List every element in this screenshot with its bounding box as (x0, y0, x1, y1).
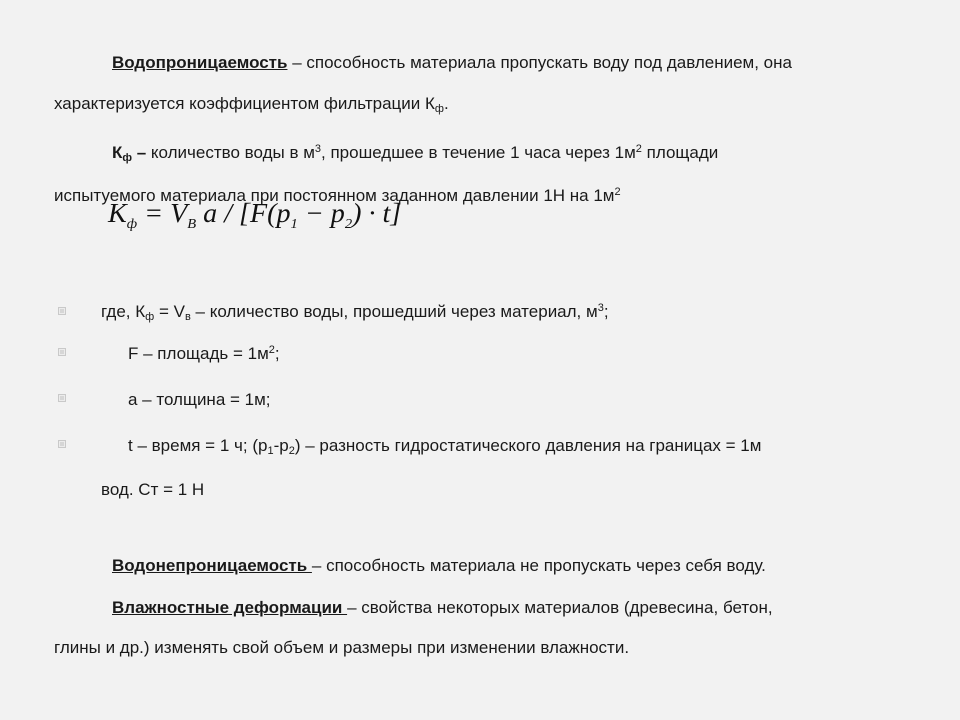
definition-text: испытуемого материала при постоянном заданном давлении 1Н на 1м (54, 186, 615, 205)
formula-equals: = (137, 198, 171, 228)
definition-text: количество воды в м (150, 143, 315, 162)
filtration-formula (108, 198, 402, 232)
bullet-icon (58, 394, 66, 402)
paragraph-moisture-deformation-line1 (112, 598, 773, 618)
definition-text: площади (641, 143, 719, 162)
definition-text: глины и др.) изменять свой объем и размеры при изменении влажности. (54, 638, 630, 657)
superscript: 3 (597, 302, 604, 314)
paragraph-water-permeability-line1 (112, 53, 792, 73)
list-text: где, К (101, 302, 146, 321)
dash: – (132, 143, 151, 162)
formula-k: K (108, 198, 127, 228)
list-text: вод. Ст = 1 Н (101, 480, 205, 499)
superscript: 2 (268, 344, 275, 356)
term-waterproofness: Водонепроницаемость (112, 556, 312, 575)
list-item-where (101, 302, 609, 322)
formula-v: V (170, 198, 188, 228)
paragraph-kf-line1 (112, 143, 718, 163)
subscript: ф (434, 103, 444, 115)
definition-text: – способность материала пропускать воду под давлением, она (287, 53, 792, 72)
list-text: a – толщина = 1м; (128, 390, 271, 409)
punctuation: ; (603, 302, 609, 321)
definition-text: – свойства некоторых материалов (древесина, бетон, (347, 598, 773, 617)
definition-text: характеризуется коэффициентом фильтрации К (54, 94, 435, 113)
formula-part: a / [F(p (196, 198, 291, 228)
list-text: = V (154, 302, 185, 321)
formula-p1-sub: 1 (290, 217, 298, 232)
superscript: 2 (614, 186, 621, 198)
definition-text: – способность материала не пропускать через себя воду. (311, 556, 766, 575)
definition-text: , прошедшее в течение 1 часа через 1м (321, 143, 636, 162)
superscript: 2 (635, 143, 642, 155)
list-text: ) – разность гидростатического давления на границах = 1м (294, 436, 762, 455)
bullet-icon (58, 348, 66, 356)
subscript: в (184, 311, 191, 323)
subscript: 2 (288, 445, 295, 457)
list-text: F – площадь = 1м (128, 344, 269, 363)
term-water-permeability: Водопроницаемость (112, 53, 288, 72)
punctuation: . (443, 94, 449, 113)
term-moisture-deformation: Влажностные деформации (112, 598, 348, 617)
formula-p2-sub: 2 (344, 217, 353, 232)
paragraph-moisture-deformation-line2 (54, 638, 629, 658)
paragraph-water-permeability-line2 (54, 94, 449, 114)
paragraph-waterproofness (112, 556, 766, 576)
subscript: 1 (267, 445, 274, 457)
formula-v-sub: B (187, 217, 197, 232)
formula-part: ) · t] (352, 198, 402, 228)
superscript: 3 (314, 143, 322, 155)
list-item-time-line2 (101, 480, 204, 500)
list-text: -p (273, 436, 289, 455)
kf-subscript: ф (122, 152, 133, 164)
kf-symbol: К (112, 143, 123, 162)
list-item-time-line1 (128, 436, 761, 456)
formula-part: − p (297, 198, 345, 228)
bullet-icon (58, 440, 66, 448)
bullet-icon (58, 307, 66, 315)
list-text: t – время = 1 ч; (p (128, 436, 268, 455)
formula-k-sub: ф (126, 217, 138, 232)
list-text: – количество воды, прошедший через материал, м (190, 302, 598, 321)
punctuation: ; (274, 344, 280, 363)
list-item-thickness (128, 390, 271, 410)
list-item-area (128, 344, 280, 364)
subscript: ф (145, 311, 155, 323)
